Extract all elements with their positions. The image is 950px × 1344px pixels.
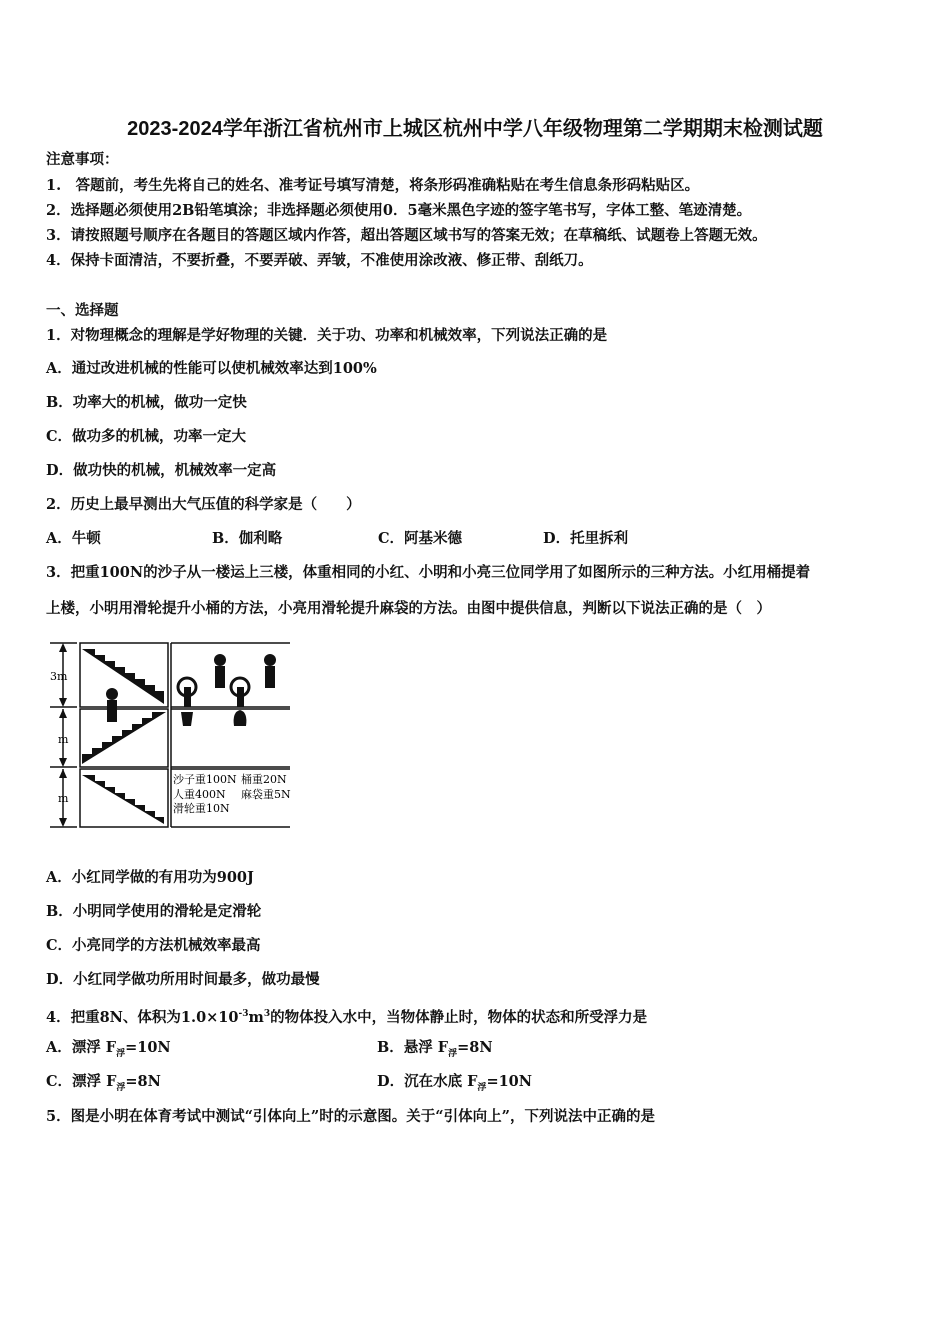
q1-option-b: B．功率大的机械，做功一定快 [46, 394, 247, 411]
note-item: 2．选择题必须使用2B铅笔填涂；非选择题必须使用0．5毫米黑色字迹的签字笔书写，字体工整、笔迹清楚。 [46, 202, 752, 219]
q1-option-a: A．通过改进机械的性能可以使机械效率达到100% [46, 360, 377, 377]
question-4 [46, 1004, 647, 1028]
height-label-1: 3m [50, 670, 68, 683]
figure-info: 桶重20N [241, 773, 287, 786]
note-item: 1. 答题前，考生先将自己的姓名、准考证号填写清楚，将条形码准确粘贴在考生信息条形码粘贴区。 [46, 177, 700, 194]
page-title: 2023-2024学年浙江省杭州市上城区杭州中学八年级物理第二学期期末检测试题 [127, 118, 823, 140]
height-label-3: m [58, 792, 69, 805]
q1-option-c: C．做功多的机械，功率一定大 [46, 428, 247, 445]
section-heading: 一、选择题 [46, 302, 119, 319]
q4-option-a: A．漂浮 $F_浮=10N$ [46, 1039, 171, 1059]
q4-option-b: B．悬浮 $F_浮=8N$ [377, 1039, 493, 1059]
q2-option-b: B．伽利略 [212, 530, 283, 547]
note-item: 3．请按照题号顺序在各题目的答题区域内作答，超出答题区域书写的答案无效；在草稿纸、试题卷上答题无效。 [46, 227, 767, 244]
q4-unit-exponent: 3 [263, 1009, 271, 1019]
q1-option-d: D．做功快的机械，机械效率一定高 [46, 462, 277, 479]
note-item: 4．保持卡面清洁，不要折叠，不要弄破、弄皱，不准使用涂改液、修正带、刮纸刀。 [46, 252, 593, 269]
figure-info: 人重400N [173, 788, 226, 801]
figure-info: 滑轮重10N [173, 802, 230, 815]
question-5: 5．图是小明在体育考试中测试“引体向上”时的示意图。关于“引体向上”，下列说法中正确的是 [46, 1108, 655, 1125]
height-label-2: m [58, 733, 69, 746]
q4-unit: m [248, 1008, 264, 1026]
q3-option-c: C．小亮同学的方法机械效率最高 [46, 937, 261, 954]
q4-option-c: C．漂浮 $F_浮=8N$ [46, 1073, 161, 1093]
q4-option-d: D．沉在水底 $F_浮=10N$ [377, 1073, 533, 1093]
figure-info: 麻袋重5N [241, 788, 291, 801]
question-2: 2．历史上最早测出大气压值的科学家是（ ） [46, 496, 361, 513]
q2-option-c: C．阿基米德 [378, 530, 463, 547]
question-3-line1: 3．把重100N的沙子从一楼运上三楼，体重相同的小红、小明和小亮三位同学用了如图所示的三种方法。小红用桶提着 [46, 564, 811, 581]
q3-figure [50, 640, 300, 830]
q2-option-d: D．托里拆利 [543, 530, 629, 547]
q4-exponent: -3 [238, 1009, 249, 1019]
notes-heading: 注意事项： [46, 151, 119, 168]
q3-option-d: D．小红同学做功所用时间最多，做功最慢 [46, 971, 320, 988]
q2-option-a: A．牛顿 [46, 530, 101, 547]
figure-info: 沙子重100N [173, 773, 237, 786]
q4-text: 4．把重8N、体积为1.0×10 [46, 1008, 239, 1026]
q3-option-b: B．小明同学使用的滑轮是定滑轮 [46, 903, 262, 920]
q3-option-a: A．小红同学做的有用功为900J [46, 869, 254, 886]
question-3-line2: 上楼，小明用滑轮提升小桶的方法，小亮用滑轮提升麻袋的方法。由图中提供信息，判断以下说法正确的是（ ） [46, 600, 771, 617]
question-1: 1．对物理概念的理解是学好物理的关键．关于功、功率和机械效率，下列说法正确的是 [46, 327, 608, 344]
q4-text-end: 的物体投入水中，当物体静止时，物体的状态和所受浮力是 [270, 1008, 648, 1026]
